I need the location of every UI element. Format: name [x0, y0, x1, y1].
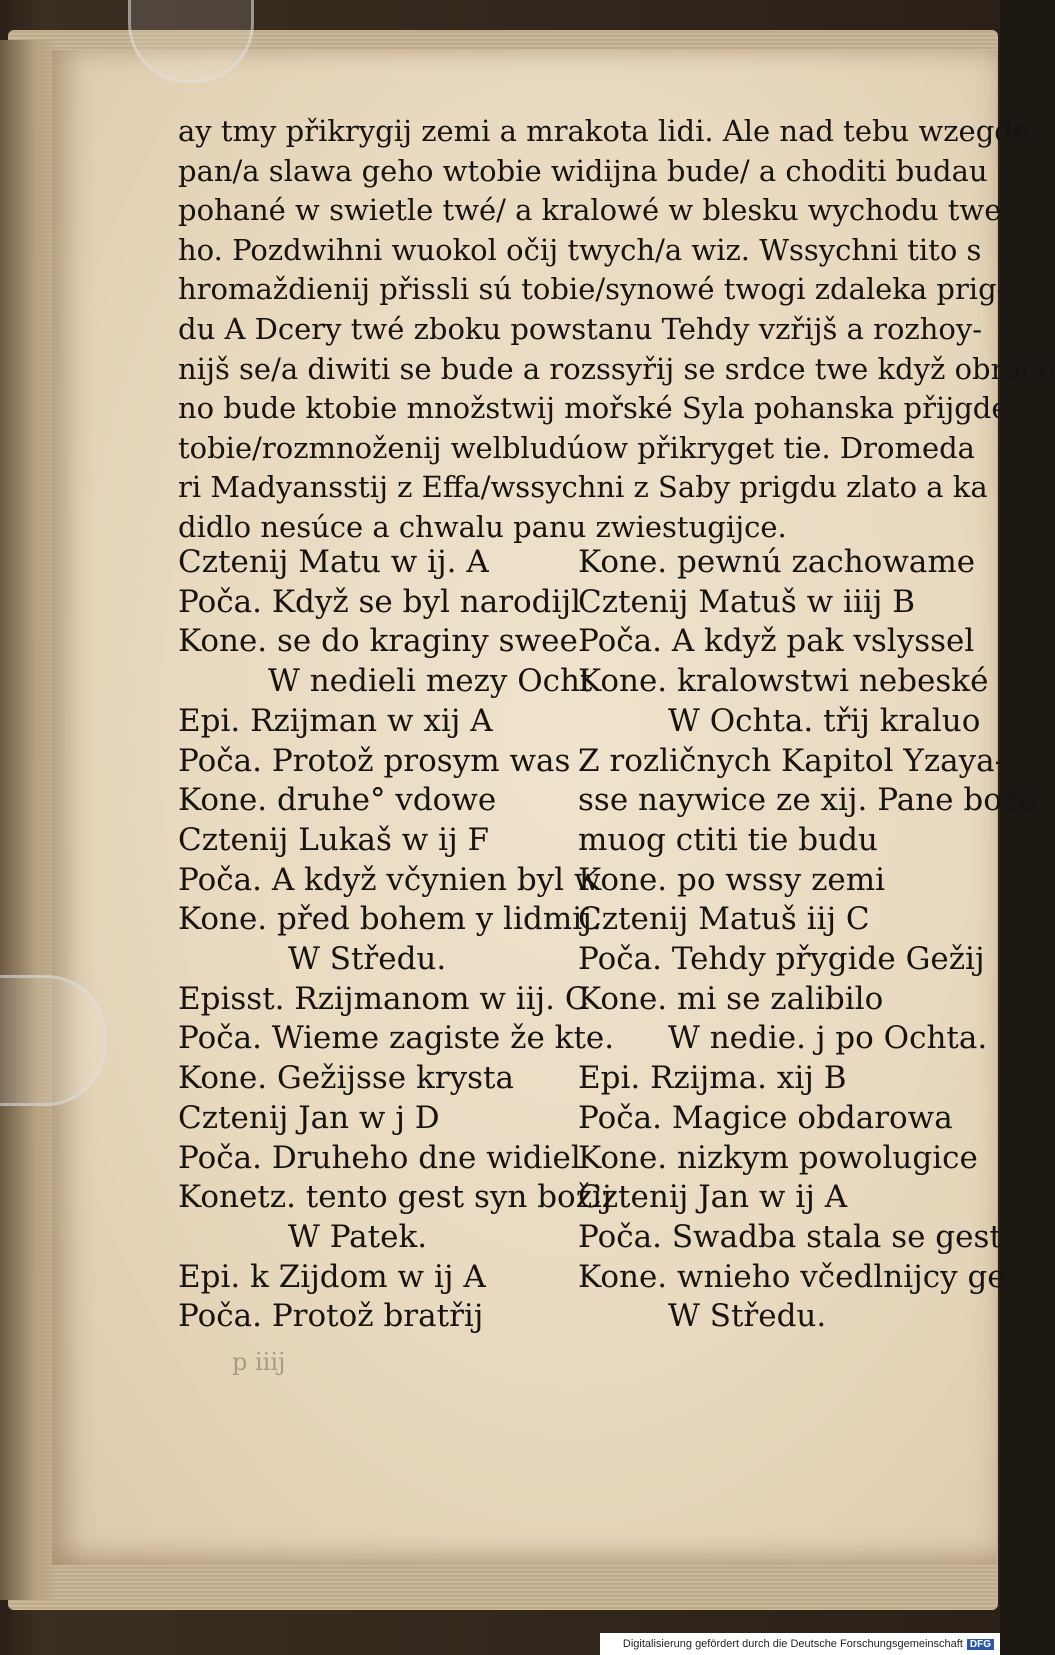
left-line: Konetz. tento gest syn božij — [178, 1179, 612, 1216]
right-line: Kone. wnieho včedlnijcy ge — [578, 1258, 1006, 1295]
right-line: Poča. Magice obdarowa — [578, 1099, 953, 1136]
show-through-page-number: p iiij — [232, 1348, 286, 1376]
right-heading: W Ochta. třij kraluo — [668, 702, 981, 739]
left-line: Cztenij Lukaš w ij F — [178, 821, 490, 858]
right-line: Kone. nizkym powolugice — [578, 1139, 978, 1176]
right-line: Cztenij Jan w ij A — [578, 1179, 848, 1216]
right-line: Z rozličnych Kapitol Yzaya- — [578, 742, 1006, 779]
paragraph-line: ri Madyansstij z Effa/wssychni z Saby prigdu zlato a ka — [178, 470, 988, 505]
left-line: Poča. Když se byl narodijl — [178, 583, 581, 620]
glass-clip-side — [0, 975, 106, 1106]
left-line: Kone. druhe° vdowe — [178, 782, 497, 819]
right-line: Cztenij Matuš iij C — [578, 901, 870, 938]
right-line: sse naywice ze xij. Pane bože — [578, 782, 1037, 819]
paragraph-line: du A Dcery twé zboku powstanu Tehdy vzřijš a rozhoy- — [178, 311, 983, 346]
digitization-footer — [600, 1633, 1000, 1655]
left-line: Kone. Gežijsse krysta — [178, 1060, 514, 1097]
left-line: Poča. Wieme zagiste že kte. — [178, 1020, 615, 1057]
right-line: Poča. Swadba stala se gest — [578, 1218, 1002, 1255]
paragraph-line: ay tmy přikrygij zemi a mrakota lidi. Ale nad tebu wzegde — [178, 114, 1031, 148]
spine-shadow — [0, 40, 60, 1600]
left-line: Epi. Rzijman w xij A — [178, 702, 493, 739]
right-line: Poča. Tehdy přygide Gežij — [578, 941, 985, 978]
paragraph-line: ho. Pozdwihni wuokol očij twych/a wiz. Wssychni tito s — [178, 232, 982, 267]
left-line: Kone. před bohem y lidmij. — [178, 901, 602, 938]
right-line: muog ctiti tie budu — [578, 821, 878, 858]
right-line: Cztenij Matuš w iiij B — [578, 583, 915, 620]
right-line: Kone. kralowstwi nebeské — [578, 663, 989, 700]
left-line: Cztenij Matu w ij. A — [178, 544, 489, 580]
right-heading: W Středu. — [668, 1298, 827, 1335]
right-line: Epi. Rzijma. xij B — [578, 1060, 847, 1097]
footer-text: Digitalisierung gefördert durch die Deutsche Forschungsgemeinschaft — [622, 1638, 963, 1650]
right-line: Kone. po wssy zemi — [578, 861, 886, 898]
paragraph-line: no bude ktobie množstwij mořské Syla pohanska přijgde — [178, 391, 1009, 426]
paragraph-line: tobie/rozmnoženij welbludúow přikryget tie. Dromeda — [178, 430, 975, 465]
dfg-logo: DFG — [967, 1639, 994, 1650]
right-column — [578, 543, 1037, 1337]
left-line: Epi. k Zijdom w ij A — [178, 1258, 486, 1295]
left-line: Episst. Rzijmanom w iij. C — [178, 980, 589, 1017]
main-paragraph — [178, 112, 1055, 548]
right-line: Kone. pewnú zachowame — [578, 544, 976, 580]
paragraph-line: nijš se/a diwiti se bude a rozssyřij se srdce twe když obrace — [178, 351, 1055, 386]
paragraph-line: pohané w swietle twé/ a kralowé w blesku wychodu twe — [178, 193, 1002, 228]
left-line: Kone. se do kraginy swee — [178, 623, 578, 660]
left-line: Poča. Protož bratřij — [178, 1298, 484, 1335]
left-line: Cztenij Jan w j D — [178, 1099, 440, 1136]
right-line: Kone. mi se zalibilo — [578, 980, 884, 1017]
paragraph-line: pan/a slawa geho wtobie widijna bude/ a choditi budau — [178, 153, 988, 188]
paragraph-line: hromaždienij přissli sú tobie/synowé twogi zdaleka prig- — [178, 272, 1007, 307]
left-line: Poča. A když včynien byl w — [178, 861, 601, 898]
left-heading: W Patek. — [288, 1218, 428, 1255]
right-heading: W nedie. j po Ochta. — [668, 1020, 988, 1057]
left-heading: W Středu. — [288, 941, 447, 978]
paragraph-line: didlo nesúce a chwalu panu zwiestugijce. — [178, 509, 787, 544]
left-heading: W nedieli mezy Ocht — [268, 663, 593, 700]
left-line: Poča. Protož prosym was — [178, 742, 571, 779]
left-line: Poča. Druheho dne widiel — [178, 1139, 581, 1176]
left-column — [178, 543, 615, 1337]
right-line: Poča. A když pak vslyssel — [578, 623, 975, 660]
